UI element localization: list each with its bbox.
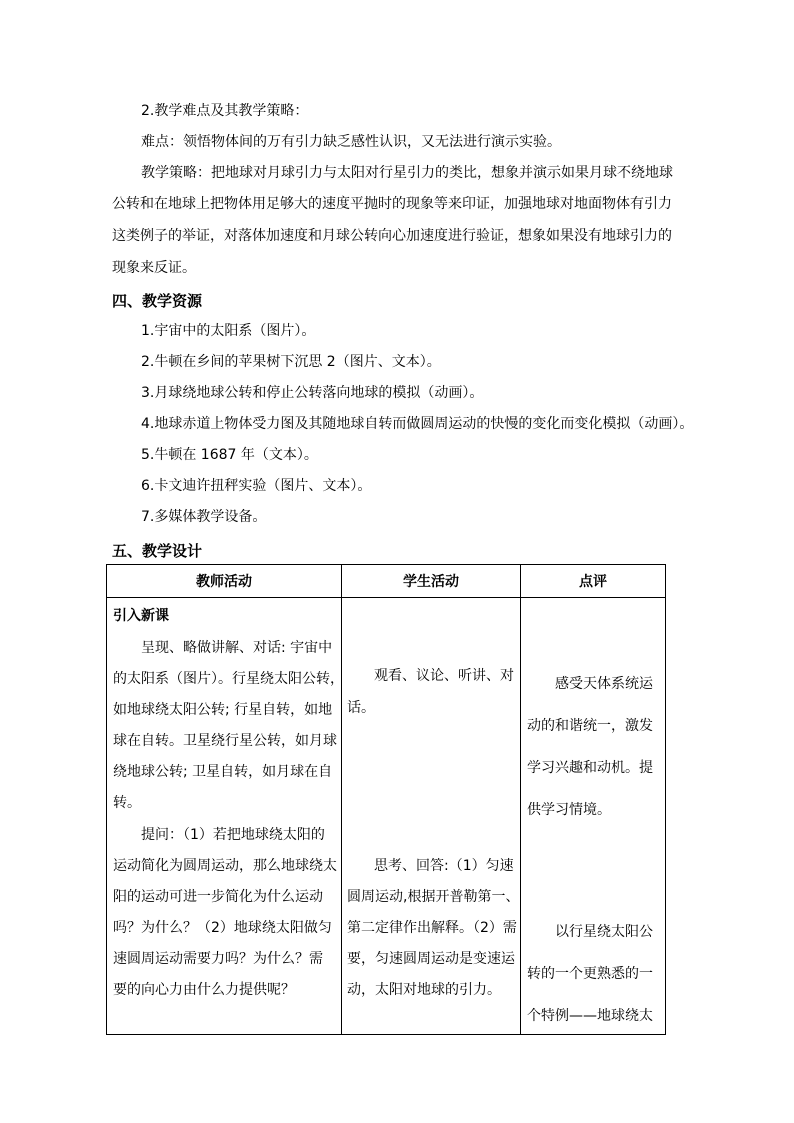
comment-line: 以行星绕太阳公 [555, 924, 653, 940]
resource-item: 7.多媒体教学设备。 [141, 509, 267, 525]
section-heading-design: 五、教学设计 [112, 542, 203, 560]
student-line: 要，匀速圆周运动是变速运 [347, 951, 515, 967]
student-line: 思考、回答:（1）匀速 [374, 858, 514, 874]
teacher-line: 速圆周运动需要力吗？为什么？需 [113, 951, 323, 967]
teacher-line: 吗？为什么？（2）地球绕太阳做匀 [113, 920, 332, 936]
intro-title: 引入新课 [113, 608, 169, 624]
resource-item: 4.地球赤道上物体受力图及其随地球自转而做圆周运动的快慢的变化而变化模拟（动画）。 [141, 416, 694, 432]
header-student-activity: 学生活动 [342, 565, 521, 598]
teacher-line: 呈现、略做讲解、对话: 宇宙中 [141, 640, 333, 656]
resource-item: 2.牛顿在乡间的苹果树下沉思 2（图片、文本）。 [141, 354, 441, 370]
student-activity-cell [342, 598, 521, 1035]
comment-line: 学习兴趣和动机。提 [527, 760, 653, 776]
resource-item: 6.卡文迪许扭秤实验（图片、文本）。 [141, 478, 372, 494]
resource-item: 5.牛顿在 1687 年（文本）。 [141, 447, 318, 463]
header-comment: 点评 [521, 565, 666, 598]
student-line: 动，太阳对地球的引力。 [347, 982, 501, 998]
teaching-design-table [106, 564, 666, 1035]
comment-line: 个特例——地球绕太 [527, 1008, 653, 1024]
teacher-line: 绕地球公转; 卫星自转，如月球在自 [113, 764, 333, 780]
comment-line: 动的和谐统一，激发 [527, 718, 653, 734]
strategy-line: 现象来反证。 [112, 260, 196, 276]
teacher-line: 如地球绕太阳公转; 行星自转，如地 [113, 702, 333, 718]
teacher-line: 的太阳系（图片）。行星绕太阳公转， [113, 671, 344, 687]
student-line: 话。 [347, 700, 375, 716]
teacher-line: 运动简化为圆周运动，那么地球绕太 [113, 858, 337, 874]
strategy-line: 公转和在地球上把物体用足够大的速度平抛时的现象等来印证，加强地球对地面物体有引力 [112, 196, 672, 212]
strategy-line: 这类例子的举证，对落体加速度和月球公转向心加速度进行验证，想象如果没有地球引力的 [112, 228, 672, 244]
student-line: 观看、议论、听讲、对 [374, 668, 514, 684]
comment-cell [521, 598, 666, 1035]
section-heading-resources: 四、教学资源 [112, 292, 203, 310]
student-line: 圆周运动,根据开普勒第一、 [347, 889, 520, 905]
teacher-line: 提问：（1）若把地球绕太阳的 [141, 827, 325, 843]
comment-line: 转的一个更熟悉的一 [527, 966, 653, 982]
teacher-line: 要的向心力由什么力提供呢？ [113, 982, 295, 998]
difficulty-strategy-title: 2.教学难点及其教学策略： [141, 103, 309, 119]
header-teacher-activity: 教师活动 [107, 565, 342, 598]
student-line: 第二定律作出解释。（2）需 [347, 920, 517, 936]
strategy-line: 教学策略：把地球对月球引力与太阳对行星引力的类比，想象并演示如果月球不绕地球 [141, 165, 673, 181]
teacher-line: 阳的运动可进一步简化为什么运动 [113, 889, 323, 905]
resource-item: 1.宇宙中的太阳系（图片）。 [141, 323, 316, 339]
teacher-activity-cell [107, 598, 342, 1035]
resource-item: 3.月球绕地球公转和停止公转落向地球的模拟（动画）。 [141, 385, 484, 401]
comment-line: 感受天体系统运 [555, 676, 653, 692]
teacher-line: 转。 [113, 795, 141, 811]
teacher-line: 球在自转。卫星绕行星公转，如月球 [113, 733, 337, 749]
comment-line: 供学习情境。 [527, 802, 611, 818]
difficulty-text: 难点：领悟物体间的万有引力缺乏感性认识，又无法进行演示实验。 [141, 134, 561, 150]
